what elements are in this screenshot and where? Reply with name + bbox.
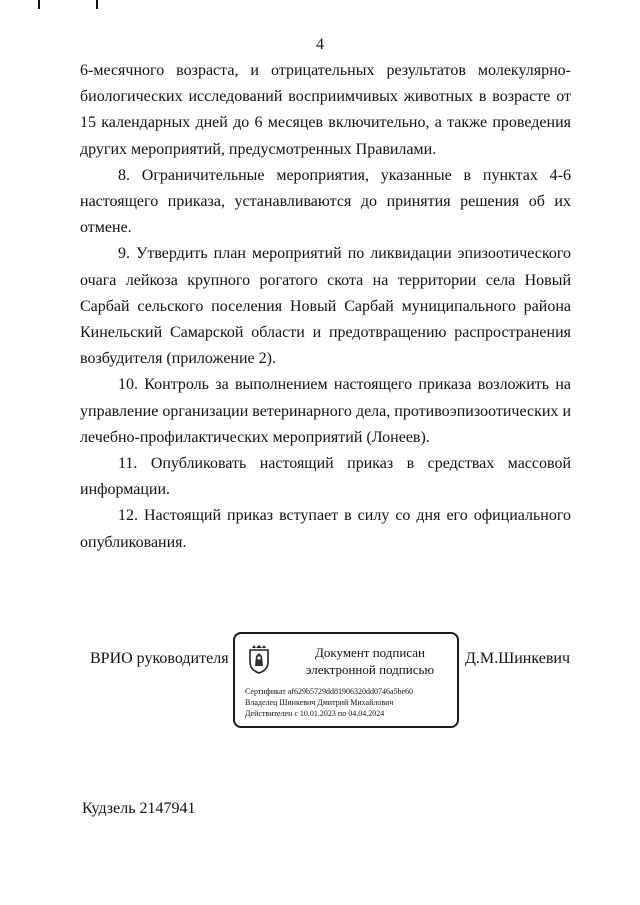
stamp-details <box>245 686 455 719</box>
stamp-title-line: электронной подписью <box>305 662 435 677</box>
stamp-owner: Владелец Шинкевич Дмитрий Михайлович <box>245 698 394 707</box>
paragraph-item-8: 8. Ограничительные мероприятия, указанные в пунктах 4-6 настоящего приказа, устанавливаются до принятия решения об их отмене. <box>80 166 571 237</box>
page-number: 4 <box>316 36 324 53</box>
scan-edge-mark <box>38 0 40 9</box>
signatory-position: ВРИО руководителя <box>90 650 229 667</box>
paragraph-continuation: 6-месячного возраста, и отрицательных результатов молекулярно-биологических исследований восприимчивых животных в возрасте от 15 календарных дней до 6 месяцев включительно, а также проведения других мероприятий, предусмотренных Правилами. <box>80 62 571 158</box>
paragraph-item-12: 12. Настоящий приказ вступает в силу со дня его официального опубликования. <box>80 507 571 551</box>
stamp-validity: Действителен с 10.01.2023 по 04.04.2024 <box>245 709 385 718</box>
coat-of-arms-icon <box>247 644 271 674</box>
signatory-name: Д.М.Шинкевич <box>464 650 570 667</box>
stamp-certificate: Сертификат af629b5729dd81906320dd0746a5be60 <box>245 687 414 696</box>
paragraph-item-10: 10. Контроль за выполнением настоящего приказа возложить на управление организации ветеринарного дела, противоэпизоотических и лечебно-профилактических мероприятий (Лонеев). <box>80 376 571 446</box>
scan-edge-mark <box>96 0 98 9</box>
electronic-signature-stamp <box>233 632 459 728</box>
paragraph-item-9: 9. Утвердить план мероприятий по ликвидации эпизоотического очага лейкоза крупного рогатого скота на территории села Новый Сарбай сельского поселения Новый Сарбай муниципального района Кинельский Самарской области и предотвращению распространения возбудителя (приложение 2). <box>80 245 571 368</box>
stamp-title <box>295 644 445 678</box>
executor-note: Кудзель 2147941 <box>82 800 196 817</box>
stamp-title-line: Документ подписан <box>315 645 425 660</box>
paragraph-item-11: 11. Опубликовать настоящий приказ в средствах массовой информации. <box>80 455 571 499</box>
document-body <box>80 58 571 556</box>
